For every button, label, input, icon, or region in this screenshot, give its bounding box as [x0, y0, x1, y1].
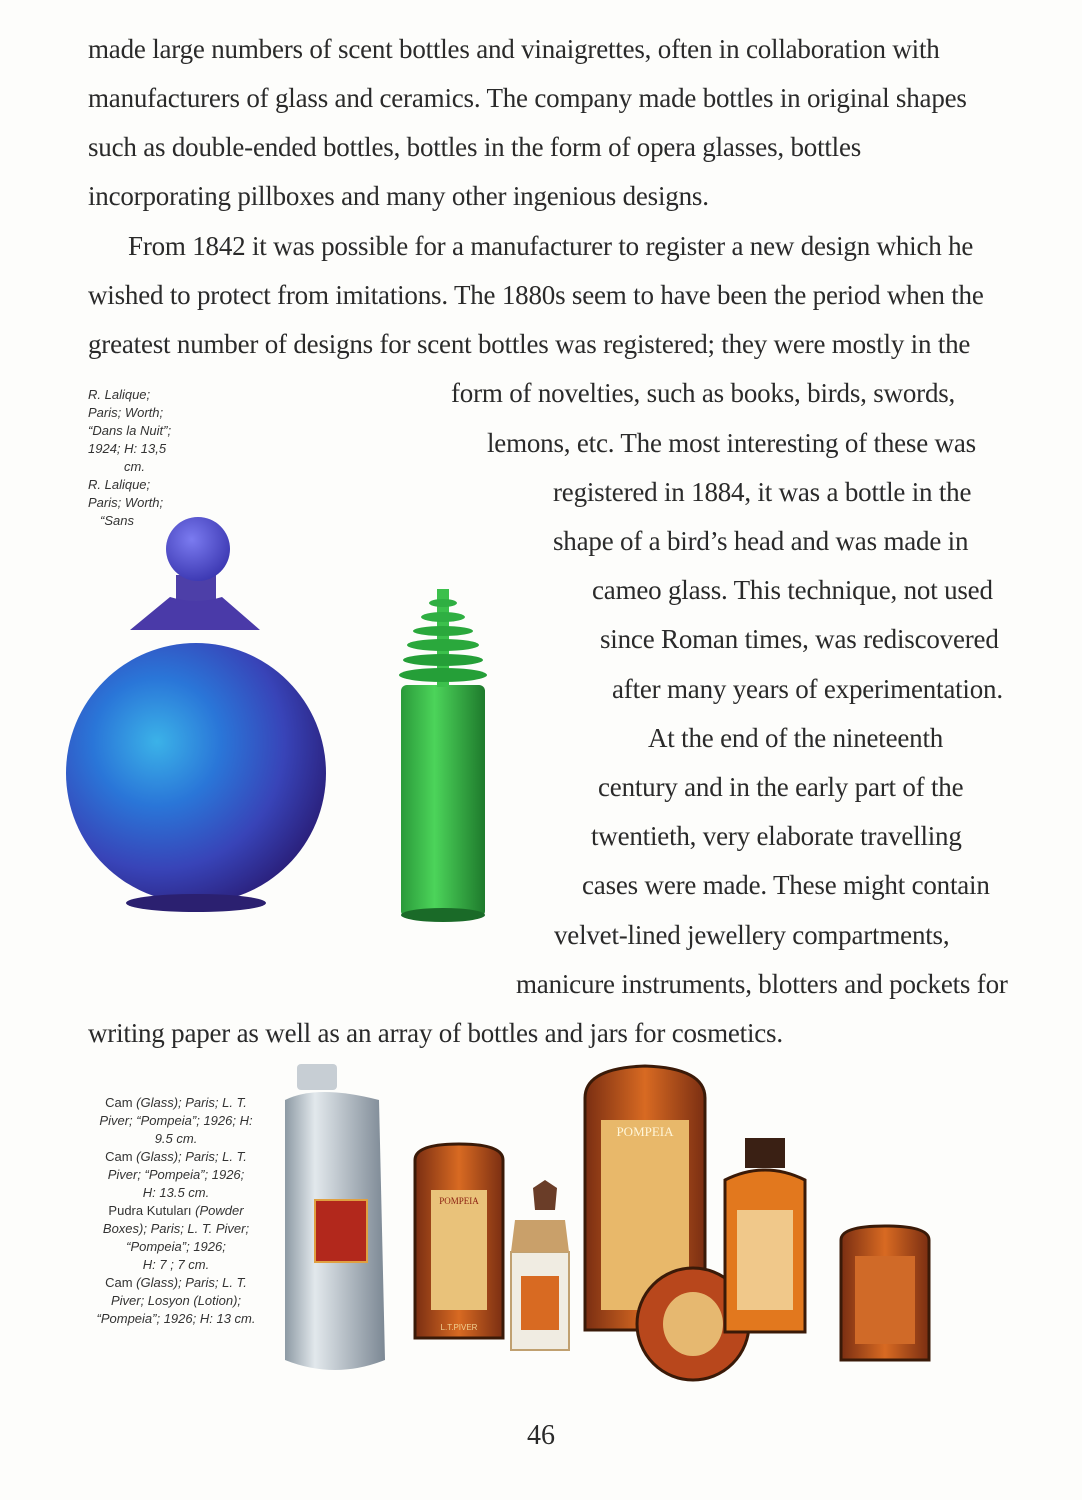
body-text-line: century and in the early part of the	[598, 772, 964, 802]
caption-line: Cam (Glass); Paris; L. T.	[105, 1149, 247, 1164]
caption-line: “Pompeia”; 1926; H: 13 cm.	[96, 1311, 256, 1326]
green-perfume-bottle-image	[393, 585, 493, 925]
caption-line: Paris; Worth;	[88, 495, 164, 510]
piver-label: L.T.PIVER	[440, 1323, 478, 1332]
body-text-line: twentieth, very elaborate travelling	[591, 821, 962, 851]
body-text-line: At the end of the nineteenth	[648, 723, 944, 753]
body-text-line: incorporating pillboxes and many other ingenious designs.	[88, 181, 709, 211]
body-text-line: greatest number of designs for scent bottles was registered; they were mostly in the	[88, 329, 971, 359]
body-text-line: such as double-ended bottles, bottles in the form of opera glasses, bottles	[88, 132, 862, 162]
caption-line: R. Lalique;	[88, 387, 151, 402]
caption-line: Boxes); Paris; L. T. Piver;	[102, 1221, 250, 1236]
caption-line: 9.5 cm.	[154, 1131, 198, 1146]
caption-line: H: 7 ; 7 cm.	[142, 1257, 210, 1272]
body-text-line: since Roman times, was rediscovered	[600, 624, 999, 654]
caption-line: “Sans	[100, 513, 134, 528]
caption-pompeia	[86, 1094, 266, 1328]
caption-line: Paris; Worth;	[88, 405, 164, 420]
caption-line: Pudra Kutuları (Powder	[108, 1203, 244, 1218]
body-text-line: cases were made. These might contain	[582, 870, 990, 900]
caption-line: H: 13.5 cm.	[142, 1185, 210, 1200]
body-text-line: after many years of experimentation.	[612, 674, 1003, 704]
blue-perfume-bottle-image	[60, 505, 330, 925]
body-text-line: registered in 1884, it was a bottle in the	[553, 477, 972, 507]
body-text-line: wished to protect from imitations. The 1880s seem to have been the period when the	[88, 280, 984, 310]
body-text-line: lemons, etc. The most interesting of these was	[487, 428, 976, 458]
body-text-line: manufacturers of glass and ceramics. The company made bottles in original shapes	[88, 83, 967, 113]
body-text-line: From 1842 it was possible for a manufacturer to register a new design which he	[128, 231, 974, 261]
caption-line: Piver; Losyon (Lotion);	[110, 1293, 242, 1308]
caption-line: Cam (Glass); Paris; L. T.	[105, 1275, 247, 1290]
pompeia-products-image	[275, 1060, 975, 1390]
body-text-line: cameo glass. This technique, not used	[592, 575, 993, 605]
body-text-line: shape of a bird’s head and was made in	[553, 526, 969, 556]
caption-line: R. Lalique;	[88, 477, 151, 492]
caption-line: “Pompeia”; 1926;	[126, 1239, 226, 1254]
pompeia-label: POMPEIA	[439, 1196, 479, 1206]
body-text-line: writing paper as well as an array of bottles and jars for cosmetics.	[88, 1018, 783, 1048]
caption-line: Cam (Glass); Paris; L. T.	[105, 1095, 247, 1110]
caption-line: cm.	[124, 459, 145, 474]
caption-line: “Dans la Nuit”;	[88, 423, 172, 438]
caption-line: 1924; H: 13,5	[88, 441, 167, 456]
pompeia-label: POMPEIA	[616, 1124, 674, 1139]
caption-line: Piver; “Pompeia”; 1926;	[107, 1167, 245, 1182]
body-text-line: form of novelties, such as books, birds, swords,	[451, 378, 956, 408]
page-number: 46	[527, 1420, 555, 1451]
body-text-line: velvet-lined jewellery compartments,	[554, 920, 950, 950]
body-text-line: manicure instruments, blotters and pockets for	[516, 969, 1008, 999]
caption-line: Piver; “Pompeia”; 1926; H:	[99, 1113, 253, 1128]
body-text-line: made large numbers of scent bottles and vinaigrettes, often in collaboration with	[88, 34, 940, 64]
